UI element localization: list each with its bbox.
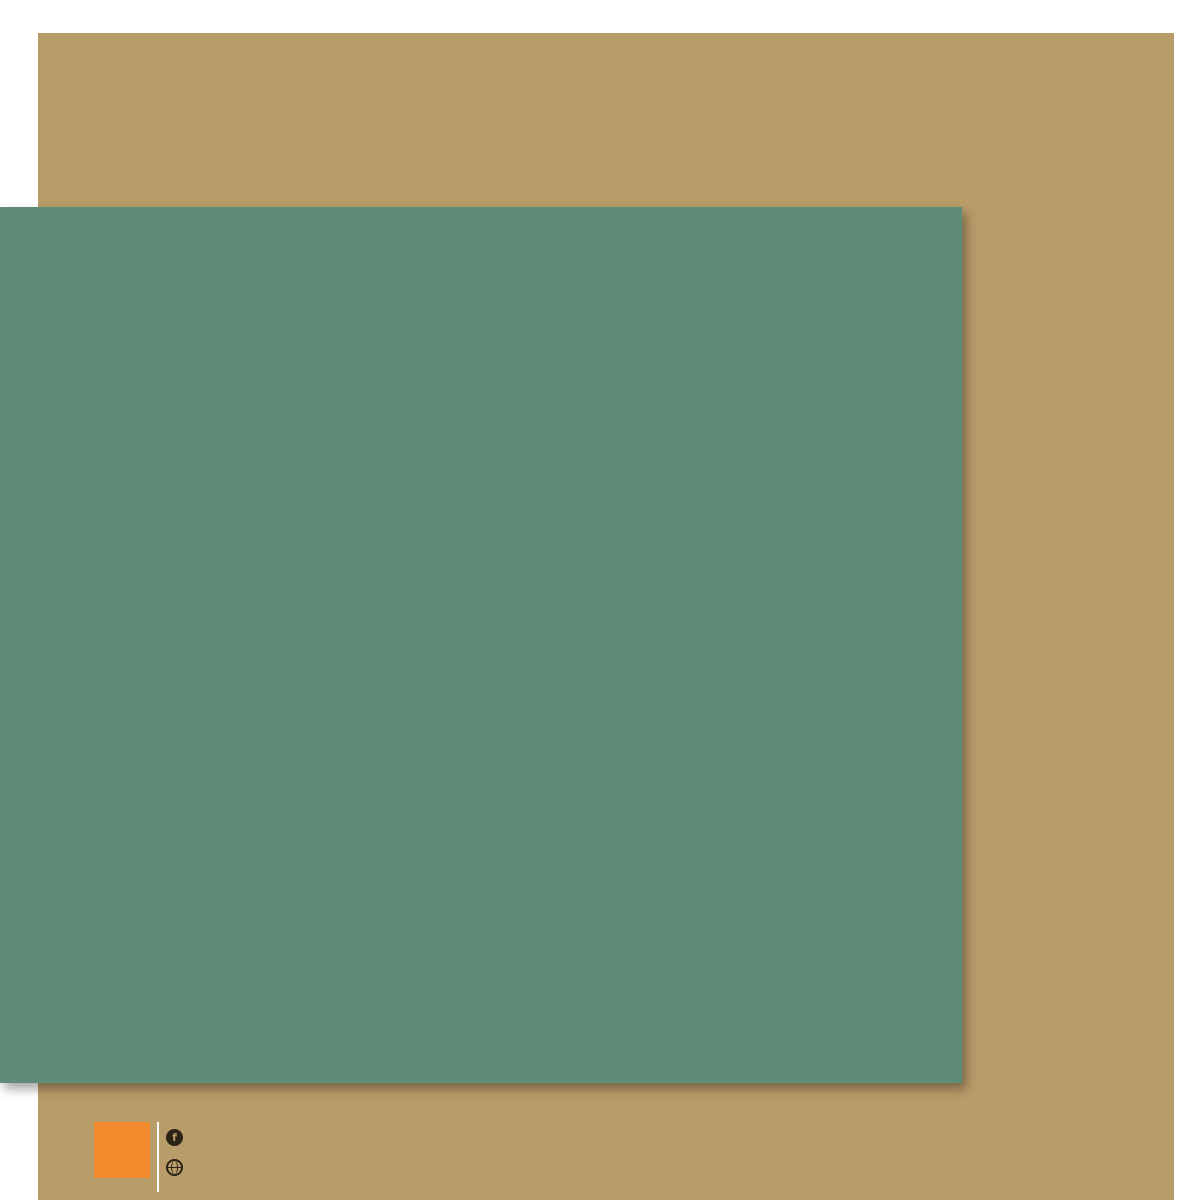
logo-text [98, 1128, 146, 1172]
facebook-icon: f [166, 1129, 183, 1146]
website-link[interactable] [166, 1154, 191, 1180]
facebook-link[interactable] [166, 1124, 191, 1150]
decorative-dot-grid [985, 794, 1125, 1084]
events-panel [0, 207, 962, 1083]
gocp-logo [94, 1122, 150, 1178]
social-links [166, 1124, 191, 1184]
events-list [174, 238, 934, 271]
decorative-dot-row [232, 133, 582, 145]
footer-divider [157, 1122, 159, 1192]
globe-icon [166, 1159, 183, 1176]
